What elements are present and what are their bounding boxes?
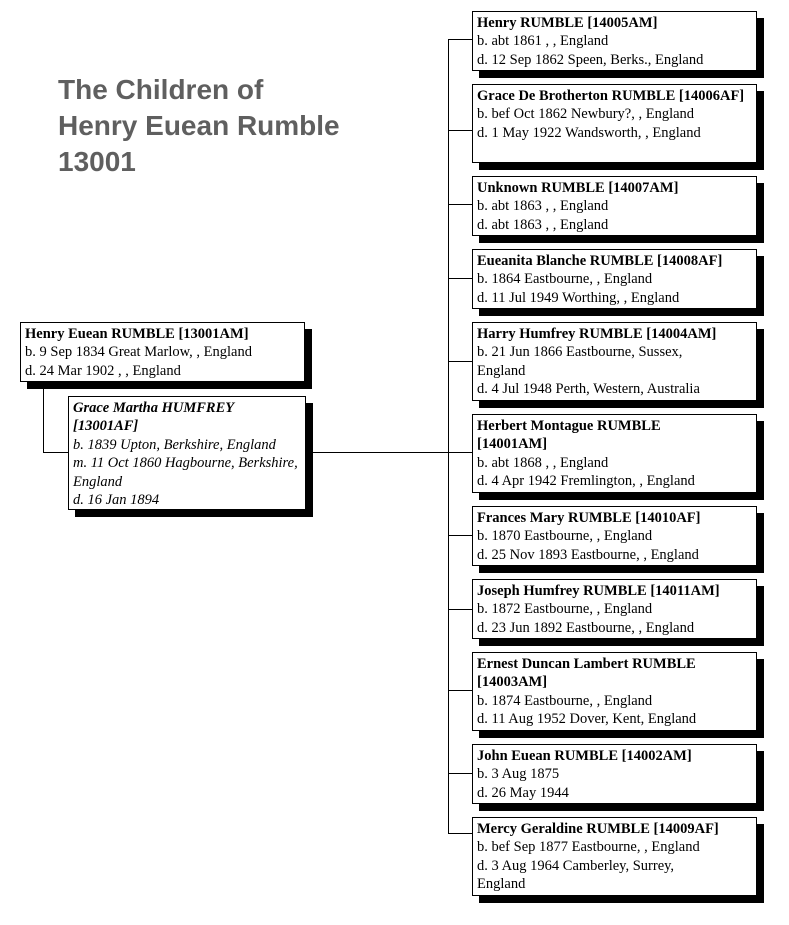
child-box[interactable] — [472, 817, 757, 896]
death-info: d. 24 Mar 1902 , , England — [25, 362, 181, 379]
child-box[interactable] — [472, 652, 757, 731]
child-connector — [448, 690, 472, 691]
death-info: d. 1 May 1922 Wandsworth, , England — [477, 124, 701, 141]
child-connector — [448, 39, 472, 40]
person-name: Unknown RUMBLE [14007AM] — [477, 180, 679, 196]
child-connector — [448, 130, 472, 131]
person-name: Henry Euean RUMBLE [13001AM] — [25, 326, 249, 342]
child-connector — [448, 452, 472, 453]
person-name: Grace Martha HUMFREY [13001AF] — [73, 400, 234, 435]
birth-info: b. 9 Sep 1834 Great Marlow, , England — [25, 344, 252, 361]
child-connector — [448, 609, 472, 610]
birth-info: b. 1864 Eastbourne, , England — [477, 271, 653, 288]
birth-info: b. 1839 Upton, Berkshire, England — [73, 436, 276, 453]
child-connector — [448, 773, 472, 774]
child-box[interactable] — [472, 506, 757, 566]
children-bus — [448, 39, 449, 833]
birth-info: b. 1874 Eastbourne, , England — [477, 692, 653, 709]
birth-info: b. bef Oct 1862 Newbury?, , England — [477, 106, 695, 123]
child-connector — [448, 278, 472, 279]
birth-info: b. 1872 Eastbourne, , England — [477, 601, 653, 618]
title-line-3: 13001 — [58, 146, 136, 177]
birth-info: b. 21 Jun 1866 Eastbourne, Sussex, England — [477, 344, 683, 379]
title-line-2: Henry Euean Rumble — [58, 110, 340, 141]
person-name: Eueanita Blanche RUMBLE [14008AF] — [477, 253, 723, 269]
death-info: d. 25 Nov 1893 Eastbourne, , England — [477, 546, 699, 563]
birth-info: b. 1870 Eastbourne, , England — [477, 528, 653, 545]
child-box[interactable] — [472, 176, 757, 236]
death-info: d. 3 Aug 1964 Camberley, Surrey, England — [477, 857, 675, 893]
person-name: Grace De Brotherton RUMBLE [14006AF] — [477, 88, 745, 104]
child-box[interactable] — [472, 414, 757, 493]
death-info: d. 12 Sep 1862 Speen, Berks., England — [477, 51, 704, 68]
death-info: d. 4 Jul 1948 Perth, Western, Australia — [477, 381, 700, 398]
child-box[interactable] — [472, 744, 757, 804]
person-name: Joseph Humfrey RUMBLE [14011AM] — [477, 583, 720, 599]
marriage-info: m. 11 Oct 1860 Hagbourne, Berkshire, England — [73, 455, 298, 490]
title-line-1: The Children of — [58, 74, 264, 105]
death-info: d. 26 May 1944 — [477, 784, 569, 801]
person-name: Harry Humfrey RUMBLE [14004AM] — [477, 326, 717, 342]
father-mother-stub — [43, 452, 68, 453]
child-connector — [448, 361, 472, 362]
person-name: Herbert Montague RUMBLE [14001AM] — [477, 418, 661, 453]
father-mother-connector — [43, 382, 44, 453]
birth-info: b. 3 Aug 1875 — [477, 766, 560, 783]
birth-info: b. abt 1863 , , England — [477, 198, 609, 215]
birth-info: b. bef Sep 1877 Eastbourne, , England — [477, 839, 700, 856]
child-box[interactable] — [472, 11, 757, 71]
death-info: d. 16 Jan 1894 — [73, 492, 160, 509]
family-line — [306, 452, 449, 453]
person-name: John Euean RUMBLE [14002AM] — [477, 748, 692, 764]
death-info: d. abt 1863 , , England — [477, 216, 609, 233]
person-name: Henry RUMBLE [14005AM] — [477, 15, 658, 31]
child-box[interactable] — [472, 322, 757, 401]
birth-info: b. abt 1861 , , England — [477, 33, 609, 50]
child-box[interactable] — [472, 579, 757, 639]
child-connector — [448, 833, 472, 834]
child-box[interactable] — [472, 84, 757, 163]
birth-info: b. abt 1868 , , England — [477, 454, 609, 471]
child-box[interactable] — [472, 249, 757, 309]
child-connector — [448, 204, 472, 205]
death-info: d. 11 Aug 1952 Dover, Kent, England — [477, 711, 697, 728]
mother-box[interactable] — [68, 396, 306, 510]
person-name: Mercy Geraldine RUMBLE [14009AF] — [477, 821, 719, 837]
father-box[interactable] — [20, 322, 305, 382]
death-info: d. 4 Apr 1942 Fremlington, , England — [477, 473, 695, 490]
death-info: d. 23 Jun 1892 Eastbourne, , England — [477, 619, 695, 636]
person-name: Frances Mary RUMBLE [14010AF] — [477, 510, 701, 526]
person-name: Ernest Duncan Lambert RUMBLE [14003AM] — [477, 656, 696, 691]
chart-title — [58, 72, 418, 180]
death-info: d. 11 Jul 1949 Worthing, , England — [477, 289, 680, 306]
child-connector — [448, 535, 472, 536]
